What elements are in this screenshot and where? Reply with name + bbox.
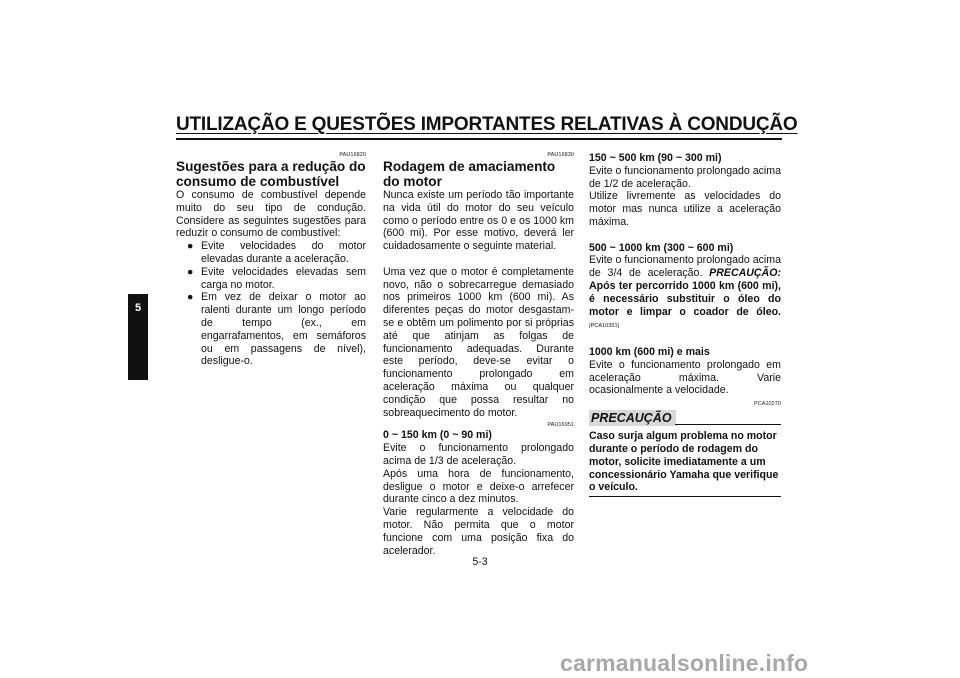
paragraph: Uma vez que o motor é completamente novo, não o sobrecarregue demasiado nos primeiros 1000 km (600 mi). As diferentes peças do motor desgastam-se e obtêm um polimento por si próprias até que atinjam as folgas de funcionamento adequadas. Durante este período, deve-se evitar o funcionamento prolongado em aceleração máxima ou qualquer condição que possa resultar no sobreaquecimento do motor.: [383, 265, 574, 419]
tips-list: [176, 240, 366, 368]
caution-label: PRECAUÇÃO: [589, 410, 676, 426]
list-item: [187, 266, 366, 292]
caution-header: [589, 410, 781, 426]
column-fuel-tips: [176, 152, 366, 368]
paragraph: [589, 254, 781, 333]
paragraph: Evite o funcionamento prolongado acima de 1/2 de aceleração.: [589, 164, 781, 190]
list-item-text: Em vez de deixar o motor ao ralenti durante um longo período de tempo (ex., em engarrafamentos, em semáforos ou em passagens de nível), desligue-o.: [201, 291, 366, 368]
chapter-tab: [128, 294, 148, 380]
list-item-text: Evite velocidades do motor elevadas durante a aceleração.: [201, 240, 366, 265]
bullet-icon: ●: [187, 240, 194, 253]
page-number: 5-3: [472, 556, 488, 568]
list-item-text: Evite velocidades elevadas sem carga no motor.: [201, 265, 366, 291]
paragraph: Utilize livremente as velocidades do motor mas nunca utilize a aceleração máxima.: [589, 190, 781, 228]
paragraph: Varie regularmente a velocidade do motor. Não permita que o motor funcione com uma posição fixa do acelerador.: [383, 506, 574, 557]
section-code: PAU16830: [547, 152, 574, 158]
page-title: UTILIZAÇÃO E QUESTÕES IMPORTANTES RELATIVAS À CONDUÇÃO: [176, 114, 798, 135]
section-code: PAU16951: [547, 422, 574, 429]
list-item: [187, 291, 366, 368]
column-break-in-stages: [589, 152, 781, 497]
bullet-icon: ●: [187, 265, 194, 278]
paragraph: Nunca existe um período tão importante na vida útil do motor do seu veículo como o período entre os 0 e os 1000 km (600 mi). Por esse motivo, deverá ler cuidadosamente o seguinte material.: [383, 189, 574, 253]
section-code: PCA10270: [753, 401, 781, 408]
paragraph-text: Evite o funcionamento prolongado acima de 3/4 de aceleração.: [589, 254, 781, 280]
paragraph: O consumo de combustível depende muito do seu tipo de condução. Considere as seguintes sugestões para reduzir o consumo de combustível:: [176, 189, 366, 240]
paragraph: Evite o funcionamento prolongado em aceleração máxima. Varie ocasionalmente a velocidade.: [589, 358, 781, 397]
paragraph: Evite o funcionamento prolongado acima de 1/3 de aceleração.: [383, 442, 574, 467]
title-rule: [176, 138, 782, 140]
caution-rule: [675, 424, 781, 425]
chapter-tab-number: 5: [134, 302, 142, 314]
caution-code: [PCA10351]: [589, 323, 620, 330]
caution-inline-text: Após ter percorrido 1000 km (600 mi), é necessário substituir o óleo do motor e limpar o coador de óleo.: [589, 279, 781, 318]
caution-text: Caso surja algum problema no motor durante o período de rodagem do motor, solicite imediatamente a um concessionário Yamaha que verifique o veículo.: [589, 430, 779, 494]
subheading: 0 ~ 150 km (0 ~ 90 mi): [383, 429, 492, 442]
section-heading-break-in: Rodagem de amaciamento do motor: [383, 159, 556, 189]
watermark: carmanualsonline.info: [560, 650, 809, 676]
bullet-icon: ●: [187, 291, 194, 304]
paragraph: Após uma hora de funcionamento, desligue o motor e deixe-o arrefecer durante cinco a dez minutos.: [383, 467, 574, 506]
caution-end-rule: [589, 496, 781, 497]
subheading: 500 ~ 1000 km (300 ~ 600 mi): [589, 241, 734, 254]
list-item: [187, 240, 366, 266]
caution-inline-label: PRECAUÇÃO:: [709, 267, 781, 280]
column-break-in: [383, 152, 574, 557]
subheading: 150 ~ 500 km (90 ~ 300 mi): [589, 152, 722, 164]
section-heading-fuel: Sugestões para a redução do consumo de combustível: [176, 159, 366, 189]
section-code: PAU16820: [339, 152, 366, 158]
subheading: 1000 km (600 mi) e mais: [589, 345, 710, 358]
